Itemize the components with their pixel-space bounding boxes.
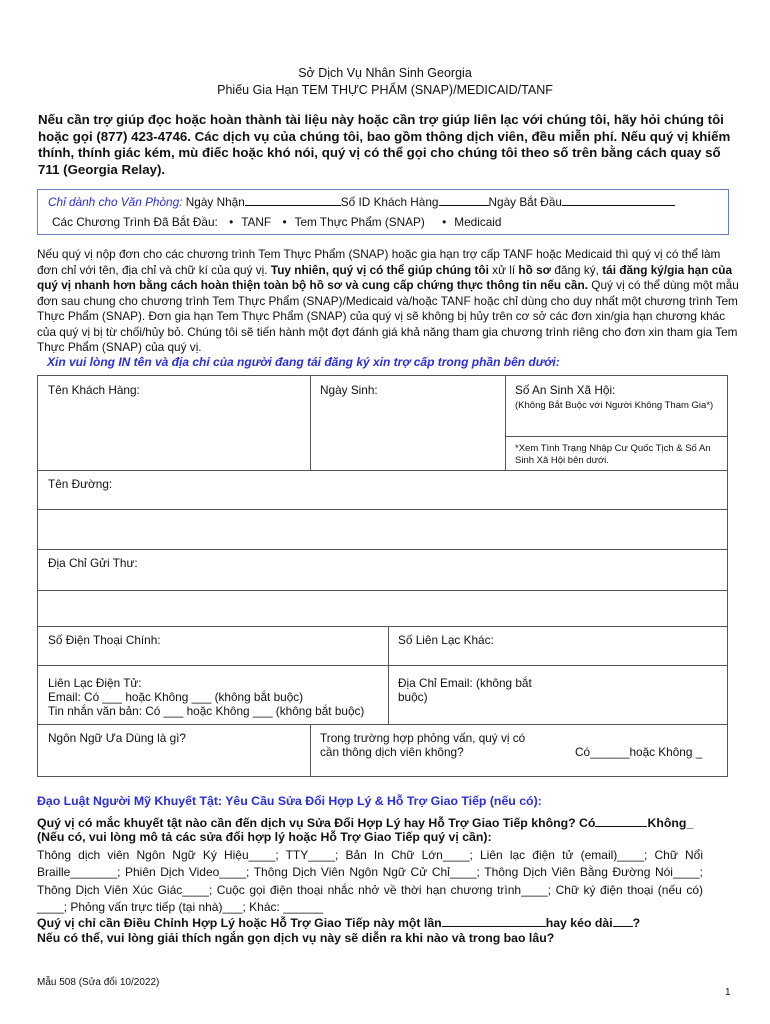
client-name-label: Tên Khách Hàng: [48,383,140,397]
email-consent[interactable]: Email: Có ___ hoặc Không ___ (không bắt buộc) [48,690,304,704]
ssn-label: Số An Sinh Xã Hội: [515,383,616,397]
main-phone-label: Số Điện Thoại Chính: [48,633,161,647]
form-number: Mẫu 508 (Sửa đổi 10/2022) [37,977,160,988]
grid-line [310,375,311,470]
ada-ongoing-label: hay kéo dài [545,916,613,930]
ada-once-label: Quý vị chỉ cần Điều Chỉnh Hợp Lý hoặc Hỗ Trợ Giao Tiếp này một lần [37,916,442,930]
grid-line [37,549,728,550]
office-use-box [37,189,729,235]
grid-line [37,509,728,510]
para-text: đăng ký, [551,262,603,277]
date-received-label: Ngày Nhận [185,195,245,209]
start-date-label: Ngày Bắt Đầu [488,195,562,209]
program-snap: Tem Thực Phẩm (SNAP) [294,215,425,229]
program-medicaid: Medicaid [454,215,502,229]
electronic-contact-label: Liên Lạc Điện Tử: [48,676,142,690]
ada-describe: (Nếu có, vui lòng mô tả các sửa đổi hợp lý hoặc Hỗ Trợ Giao Tiếp quý vị cần): [37,830,492,844]
interpreter-yes-no[interactable]: Có______hoặc Không _ [575,745,703,759]
ada-yes-field[interactable] [595,815,647,827]
bullet-icon: • [442,215,447,229]
ada-question [37,815,693,830]
email-address-label: buộc) [398,690,428,704]
para-text: Nếu quý vị nộp đơn cho các chương trình Tem Thực Phẩm (SNAP) hoặc gia hạn trợ cấp TANF hoặc Medicaid thì quý vị có thể làm đơn chỉ với tên, địa chỉ và chữ kí của quý vị. [37,247,721,277]
client-id-field[interactable] [439,194,489,206]
programs-label: Các Chương Trình Đã Bắt Đầu: [52,215,218,229]
print-instructions: Xin vui lòng IN tên và địa chỉ của người đang tái đăng ký xin trợ cấp trong phần bên dưới: [47,355,560,369]
form-title: Phiếu Gia Hạn TEM THỰC PHẨM (SNAP)/MEDICAID/TANF [217,83,553,97]
ada-question-text: Quý vị có mắc khuyết tật nào cần đến dịch vụ Sửa Đổi Hợp Lý hay Hỗ Trợ Giao Tiếp không? Có [37,816,596,830]
grid-line [37,665,728,666]
ada-once-field[interactable] [442,915,546,927]
grid-line [37,724,728,725]
question-mark: ? [632,916,641,930]
ada-options[interactable]: Thông dịch viên Ngôn Ngữ Ký Hiệu____; TTY____; Bản In Chữ Lớn____; Liên lạc điện tử (email)____; Chữ Nổi Braille_______; Phiên Dịch Video____; Thông Dịch Viên Ngôn Ngữ Cử Chỉ____; Thông Dịch Viên Bằng Đường Nói____; Thông Dịch Viên Xúc Giác____; Cuộc gọi điện thoại nhắc nhở về thời hạn chương trình____; Chữ ký điện thoại (nếu có) ____; Phỏng vấn trực tiếp (tại nhà)___; Khác: ______ [37,848,703,914]
date-received-field[interactable] [245,194,341,206]
para-bold: tái đăng ký/gia hạn của quý vị nhanh hơn bằng cách hoàn thiện toàn bộ hồ sơ và cung cấp chứng thực thông tin nếu cần. [37,262,733,292]
ada-duration-question [37,915,640,930]
interpreter-question: cần thông dịch viên không? [320,745,464,759]
client-id-label: Số ID Khách Hàng [340,195,439,209]
bullet-icon: • [282,215,287,229]
bullet-icon: • [229,215,234,229]
grid-line [505,436,728,437]
ada-heading: Đạo Luật Người Mỹ Khuyết Tật: Yêu Cầu Sửa Đổi Hợp Lý & Hỗ Trợ Giao Tiếp (nếu có): [37,794,542,808]
other-contact-label: Số Liên Lạc Khác: [398,633,494,647]
grid-line [37,590,728,591]
intro-text: Nếu cần trợ giúp đọc hoặc hoàn thành tài liệu này hoặc cần trợ giúp liên lạc với chúng tôi, hãy hỏi chúng tôi hoặc gọi (877) 423-4746. Các dịch vụ của chúng tôi, bao gồm thông dịch viên, đều miễn phí. Nếu quý vị khiếm thính, thính giác kém, mù điếc hoặc khó nói, quý vị có thể gọi cho chúng tôi theo số trên bằng cách quay số 711 (Georgia Relay). [38,112,731,177]
grid-line [37,626,728,627]
para-bold: Tuy nhiên, quý vị có thể giúp chúng tôi [270,262,489,277]
para-bold: hồ sơ [518,262,552,277]
instructions-paragraph [37,247,742,356]
grid-line [37,470,728,471]
ssn-footnote: *Xem Tình Trạng Nhập Cư Quốc Tịch & Số An [515,443,711,454]
agency-name: Sở Dịch Vụ Nhân Sinh Georgia [298,66,472,80]
email-address-label: Địa Chỉ Email: (không bắt [398,676,532,690]
grid-line [310,724,311,777]
language-label: Ngôn Ngữ Ưa Dùng là gì? [48,731,186,745]
page-number: 1 [725,987,731,998]
ada-ongoing-field[interactable] [613,915,633,927]
grid-line [505,375,506,470]
ada-explain-question: Nếu có thể, vui lòng giải thích ngắn gọn dịch vụ này sẽ diễn ra khi nào và trong bao lâu? [37,931,555,945]
para-text: Quý vị có thể dùng một mẫu đơn sau chung cho chương trình Tem Thực Phẩm (SNAP)/Medicaid và/hoặc TANF hoặc chỉ dùng cho duy nhất một chương trình Tem Thực Phẩm (SNAP). Đơn gia hạn Tem Thực Phẩm (SNAP) của quý vị sẽ không bị hủy trên cơ sở các đơn xin/gia hạn chương khác của quý vị bị từ chối/hủy bỏ. Chúng tôi sẽ tiến hành một đợt đánh giá khả năng tham gia chương trình riêng cho đơn xin tham gia Tem Thực Phẩm (SNAP) của quý vị. [37,278,739,354]
street-label: Tên Đường: [48,477,113,491]
interpreter-question: Trong trường hợp phỏng vấn, quý vị có [320,731,526,745]
office-use-label: Chỉ dành cho Văn Phòng: [48,195,183,209]
ada-no-field[interactable]: Không_ [647,816,694,830]
text-consent[interactable]: Tin nhắn văn bản: Có ___ hoặc Không ___ (không bắt buộc) [48,704,365,718]
start-date-field[interactable] [562,194,675,206]
mailing-address-label: Địa Chỉ Gửi Thư: [48,556,138,570]
para-text: xử lí [488,262,519,277]
dob-label: Ngày Sinh: [320,383,378,397]
grid-line [388,626,389,724]
program-tanf: TANF [241,215,272,229]
ssn-note: (Không Bắt Buộc với Người Không Tham Gia*) [515,400,714,411]
ssn-footnote: Sinh Xã Hội bên dưới. [515,455,609,466]
